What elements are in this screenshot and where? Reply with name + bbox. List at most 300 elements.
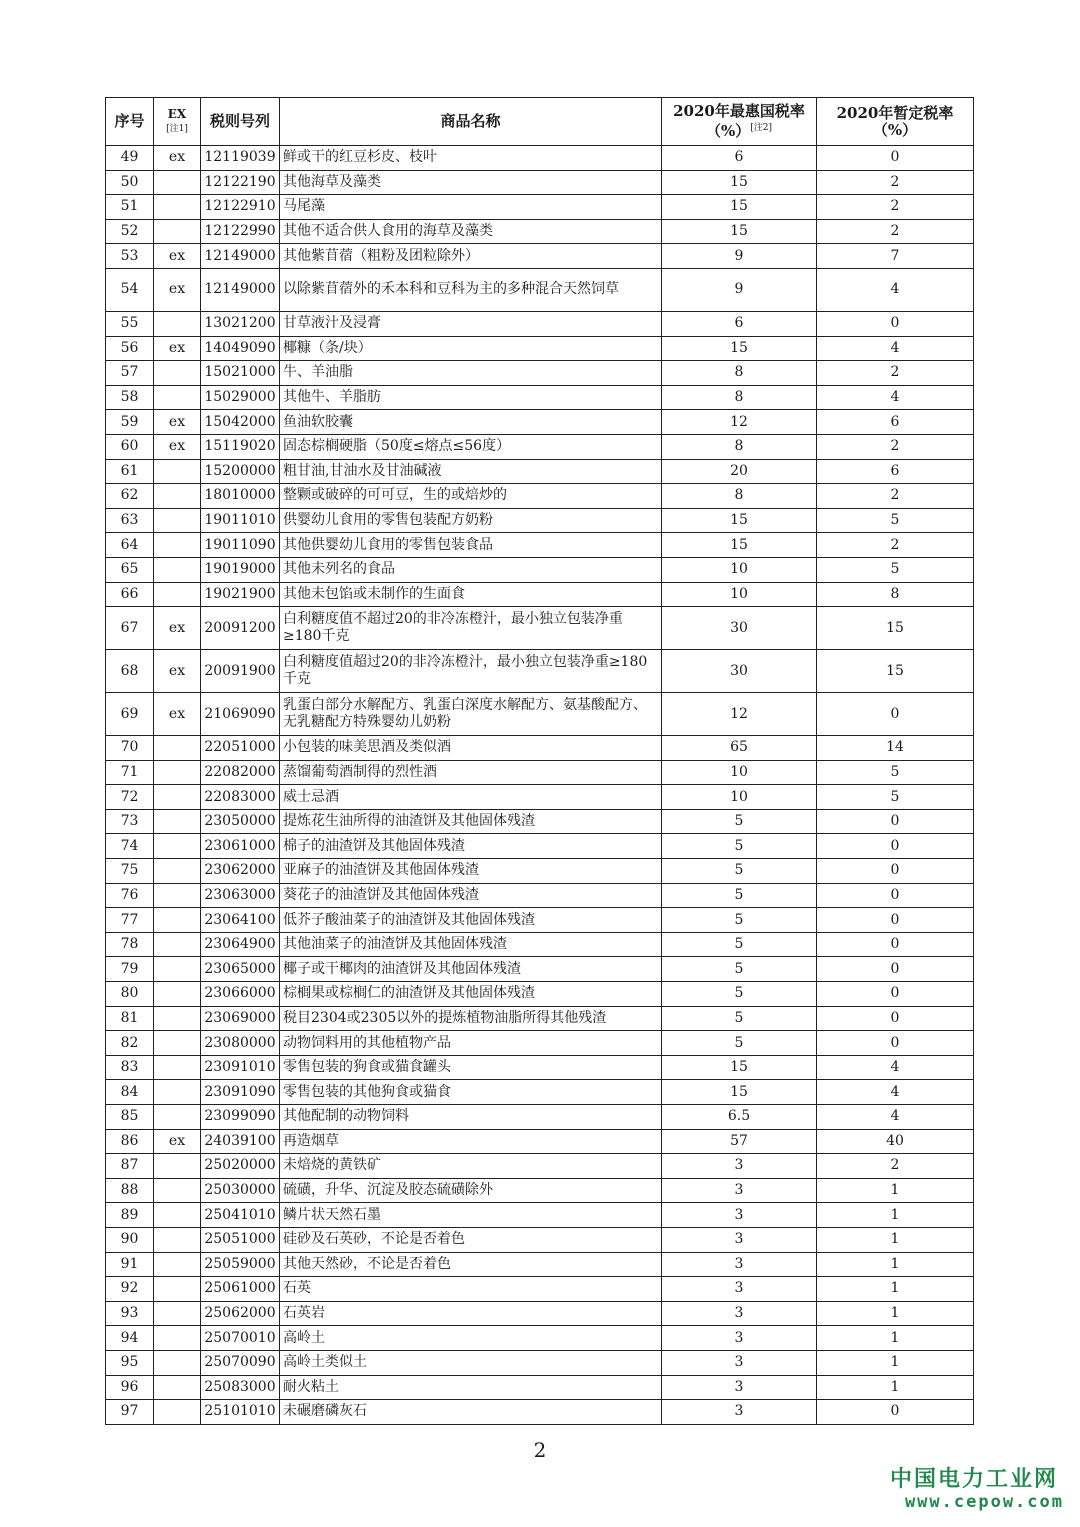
cell-code: 25083000 — [201, 1375, 280, 1400]
cell-seq: 70 — [106, 736, 154, 761]
table-row — [106, 146, 974, 171]
table-row — [106, 533, 974, 558]
cell-name: 硅砂及石英砂，不论是否着色 — [280, 1227, 662, 1252]
table-row — [106, 410, 974, 435]
table-row — [106, 195, 974, 220]
cell-seq: 63 — [106, 508, 154, 533]
cell-temp-rate: 2 — [817, 195, 974, 220]
cell-seq: 87 — [106, 1154, 154, 1179]
table-row — [106, 1203, 974, 1228]
cell-name: 提炼花生油所得的油渣饼及其他固体残渣 — [280, 809, 662, 834]
cell-code: 25062000 — [201, 1301, 280, 1326]
cell-seq: 84 — [106, 1080, 154, 1105]
table-row — [106, 1350, 974, 1375]
cell-mfn-rate: 15 — [662, 219, 817, 244]
header-code: 税则号列 — [201, 98, 280, 146]
cell-temp-rate: 2 — [817, 219, 974, 244]
cell-seq: 49 — [106, 146, 154, 171]
cell-mfn-rate: 5 — [662, 932, 817, 957]
cell-temp-rate: 2 — [817, 434, 974, 459]
cell-temp-rate: 40 — [817, 1129, 974, 1154]
cell-temp-rate: 0 — [817, 834, 974, 859]
table-row — [106, 607, 974, 650]
cell-seq: 67 — [106, 607, 154, 650]
cell-temp-rate: 0 — [817, 1006, 974, 1031]
table-row — [106, 883, 974, 908]
table-row — [106, 244, 974, 269]
cell-temp-rate: 2 — [817, 170, 974, 195]
cell-seq: 51 — [106, 195, 154, 220]
cell-seq: 88 — [106, 1178, 154, 1203]
cell-mfn-rate: 5 — [662, 957, 817, 982]
cell-mfn-rate: 3 — [662, 1252, 817, 1277]
table-row — [106, 834, 974, 859]
cell-mfn-rate: 5 — [662, 809, 817, 834]
cell-code: 25070090 — [201, 1350, 280, 1375]
table-row — [106, 1277, 974, 1302]
cell-code: 25059000 — [201, 1252, 280, 1277]
cell-name: 石英岩 — [280, 1301, 662, 1326]
cell-code: 25101010 — [201, 1400, 280, 1425]
cell-name: 固态棕榈硬脂（50度≤熔点≤56度） — [280, 434, 662, 459]
cell-mfn-rate: 12 — [662, 693, 817, 736]
cell-ex — [154, 1006, 201, 1031]
cell-mfn-rate: 6.5 — [662, 1105, 817, 1130]
cell-name: 威士忌酒 — [280, 785, 662, 810]
cell-seq: 60 — [106, 434, 154, 459]
table-row — [106, 459, 974, 484]
table-row — [106, 484, 974, 509]
cell-ex — [154, 1375, 201, 1400]
cell-code: 20091900 — [201, 650, 280, 693]
cell-mfn-rate: 3 — [662, 1400, 817, 1425]
cell-ex — [154, 809, 201, 834]
cell-ex — [154, 557, 201, 582]
cell-temp-rate: 5 — [817, 557, 974, 582]
cell-code: 23065000 — [201, 957, 280, 982]
cell-code: 22082000 — [201, 760, 280, 785]
table-row — [106, 1129, 974, 1154]
table-row — [106, 582, 974, 607]
cell-ex — [154, 1105, 201, 1130]
cell-code: 23066000 — [201, 982, 280, 1007]
cell-code: 25061000 — [201, 1277, 280, 1302]
cell-code: 23064100 — [201, 908, 280, 933]
cell-name: 白利糖度值不超过20的非冷冻橙汁，最小独立包装净重≥180千克 — [280, 607, 662, 650]
header-mfn-rate — [662, 98, 817, 146]
cell-temp-rate: 0 — [817, 146, 974, 171]
table-row — [106, 1326, 974, 1351]
cell-ex — [154, 908, 201, 933]
cell-ex — [154, 195, 201, 220]
cell-seq: 75 — [106, 859, 154, 884]
cell-temp-rate: 2 — [817, 484, 974, 509]
cell-seq: 77 — [106, 908, 154, 933]
cell-name: 石英 — [280, 1277, 662, 1302]
table-row — [106, 311, 974, 336]
table-row — [106, 1055, 974, 1080]
cell-temp-rate: 0 — [817, 982, 974, 1007]
cell-temp-rate: 1 — [817, 1375, 974, 1400]
table-row — [106, 982, 974, 1007]
cell-temp-rate: 1 — [817, 1252, 974, 1277]
cell-seq: 85 — [106, 1105, 154, 1130]
cell-seq: 61 — [106, 459, 154, 484]
cell-seq: 74 — [106, 834, 154, 859]
cell-mfn-rate: 5 — [662, 859, 817, 884]
cell-seq: 62 — [106, 484, 154, 509]
cell-code: 15119020 — [201, 434, 280, 459]
cell-seq: 82 — [106, 1031, 154, 1056]
cell-mfn-rate: 30 — [662, 650, 817, 693]
cell-ex — [154, 859, 201, 884]
cell-name: 其他紫苜蓿（粗粉及团粒除外） — [280, 244, 662, 269]
cell-mfn-rate: 6 — [662, 146, 817, 171]
table-row — [106, 1400, 974, 1425]
cell-name: 整颗或破碎的可可豆，生的或焙炒的 — [280, 484, 662, 509]
table-row — [106, 650, 974, 693]
cell-mfn-rate: 57 — [662, 1129, 817, 1154]
cell-mfn-rate: 8 — [662, 434, 817, 459]
cell-seq: 89 — [106, 1203, 154, 1228]
table-row — [106, 1227, 974, 1252]
cell-name: 鲜或干的红豆杉皮、枝叶 — [280, 146, 662, 171]
cell-seq: 83 — [106, 1055, 154, 1080]
cell-mfn-rate: 3 — [662, 1326, 817, 1351]
cell-ex — [154, 1080, 201, 1105]
cell-ex — [154, 760, 201, 785]
cell-mfn-rate: 6 — [662, 311, 817, 336]
header-temp-line2: （%） — [872, 120, 918, 139]
cell-code: 15029000 — [201, 385, 280, 410]
cell-code: 12122190 — [201, 170, 280, 195]
cell-mfn-rate: 5 — [662, 908, 817, 933]
cell-temp-rate: 4 — [817, 268, 974, 311]
cell-seq: 55 — [106, 311, 154, 336]
cell-temp-rate: 0 — [817, 1031, 974, 1056]
cell-mfn-rate: 15 — [662, 336, 817, 361]
table-row — [106, 760, 974, 785]
cell-name: 低芥子酸油菜子的油渣饼及其他固体残渣 — [280, 908, 662, 933]
cell-seq: 80 — [106, 982, 154, 1007]
cell-temp-rate: 0 — [817, 859, 974, 884]
cell-code: 21069090 — [201, 693, 280, 736]
cell-mfn-rate: 65 — [662, 736, 817, 761]
cell-code: 19011010 — [201, 508, 280, 533]
cell-seq: 97 — [106, 1400, 154, 1425]
cell-code: 15200000 — [201, 459, 280, 484]
cell-seq: 91 — [106, 1252, 154, 1277]
cell-code: 15042000 — [201, 410, 280, 435]
cell-seq: 57 — [106, 361, 154, 386]
cell-name: 高岭土类似土 — [280, 1350, 662, 1375]
cell-temp-rate: 15 — [817, 607, 974, 650]
header-seq: 序号 — [106, 98, 154, 146]
cell-ex: ex — [154, 410, 201, 435]
cell-mfn-rate: 3 — [662, 1301, 817, 1326]
header-temp-line1: 2020年暂定税率 — [836, 103, 954, 122]
cell-ex: ex — [154, 244, 201, 269]
cell-temp-rate: 0 — [817, 693, 974, 736]
cell-seq: 59 — [106, 410, 154, 435]
cell-code: 24039100 — [201, 1129, 280, 1154]
cell-temp-rate: 1 — [817, 1326, 974, 1351]
tariff-table — [105, 97, 974, 1425]
cell-code: 18010000 — [201, 484, 280, 509]
table-row — [106, 1154, 974, 1179]
table-row — [106, 932, 974, 957]
cell-code: 19011090 — [201, 533, 280, 558]
cell-ex — [154, 484, 201, 509]
cell-ex: ex — [154, 1129, 201, 1154]
cell-temp-rate: 4 — [817, 1055, 974, 1080]
header-temp-rate — [817, 98, 974, 146]
cell-ex — [154, 1227, 201, 1252]
cell-temp-rate: 0 — [817, 883, 974, 908]
cell-mfn-rate: 10 — [662, 582, 817, 607]
cell-code: 19021900 — [201, 582, 280, 607]
cell-code: 25020000 — [201, 1154, 280, 1179]
cell-ex — [154, 1178, 201, 1203]
cell-code: 13021200 — [201, 311, 280, 336]
table-row — [106, 859, 974, 884]
table-row — [106, 508, 974, 533]
cell-temp-rate: 1 — [817, 1277, 974, 1302]
cell-mfn-rate: 15 — [662, 533, 817, 558]
cell-name: 小包装的味美思酒及类似酒 — [280, 736, 662, 761]
cell-ex — [154, 736, 201, 761]
cell-ex: ex — [154, 607, 201, 650]
cell-name: 棉子的油渣饼及其他固体残渣 — [280, 834, 662, 859]
cell-ex — [154, 385, 201, 410]
cell-name: 椰糠（条/块） — [280, 336, 662, 361]
cell-mfn-rate: 20 — [662, 459, 817, 484]
cell-temp-rate: 0 — [817, 957, 974, 982]
cell-temp-rate: 0 — [817, 1400, 974, 1425]
cell-seq: 73 — [106, 809, 154, 834]
cell-mfn-rate: 3 — [662, 1154, 817, 1179]
cell-temp-rate: 7 — [817, 244, 974, 269]
cell-temp-rate: 4 — [817, 385, 974, 410]
page-number: 2 — [533, 1438, 547, 1462]
cell-seq: 71 — [106, 760, 154, 785]
cell-ex — [154, 1350, 201, 1375]
cell-seq: 78 — [106, 932, 154, 957]
table-row — [106, 336, 974, 361]
cell-ex: ex — [154, 693, 201, 736]
cell-name: 供婴幼儿食用的零售包装配方奶粉 — [280, 508, 662, 533]
cell-mfn-rate: 10 — [662, 785, 817, 810]
cell-name: 牛、羊油脂 — [280, 361, 662, 386]
cell-ex — [154, 1055, 201, 1080]
cell-name: 甘草液汁及浸膏 — [280, 311, 662, 336]
cell-mfn-rate: 15 — [662, 1055, 817, 1080]
cell-name: 其他牛、羊脂肪 — [280, 385, 662, 410]
cell-code: 23063000 — [201, 883, 280, 908]
cell-temp-rate: 2 — [817, 361, 974, 386]
cell-seq: 79 — [106, 957, 154, 982]
cell-temp-rate: 2 — [817, 533, 974, 558]
cell-name: 未碾磨磷灰石 — [280, 1400, 662, 1425]
cell-name: 硫磺，升华、沉淀及胶态硫磺除外 — [280, 1178, 662, 1203]
cell-mfn-rate: 15 — [662, 508, 817, 533]
cell-code: 12149000 — [201, 244, 280, 269]
cell-name: 鳞片状天然石墨 — [280, 1203, 662, 1228]
cell-seq: 65 — [106, 557, 154, 582]
watermark-url: www.cepow.com — [904, 1492, 1064, 1512]
cell-seq: 66 — [106, 582, 154, 607]
cell-ex — [154, 219, 201, 244]
cell-code: 23064900 — [201, 932, 280, 957]
cell-mfn-rate: 15 — [662, 170, 817, 195]
cell-name: 零售包装的其他狗食或猫食 — [280, 1080, 662, 1105]
cell-ex — [154, 311, 201, 336]
cell-code: 23069000 — [201, 1006, 280, 1031]
cell-name: 动物饲料用的其他植物产品 — [280, 1031, 662, 1056]
cell-ex: ex — [154, 336, 201, 361]
cell-mfn-rate: 8 — [662, 385, 817, 410]
cell-code: 12149000 — [201, 268, 280, 311]
cell-code: 14049090 — [201, 336, 280, 361]
cell-name: 耐火粘土 — [280, 1375, 662, 1400]
cell-mfn-rate: 3 — [662, 1277, 817, 1302]
cell-code: 25041010 — [201, 1203, 280, 1228]
cell-name: 亚麻子的油渣饼及其他固体残渣 — [280, 859, 662, 884]
cell-ex — [154, 508, 201, 533]
cell-seq: 56 — [106, 336, 154, 361]
table-row — [106, 434, 974, 459]
cell-name: 其他供婴幼儿食用的零售包装食品 — [280, 533, 662, 558]
cell-name: 以除紫苜蓿外的禾本科和豆科为主的多种混合天然饲草 — [280, 268, 662, 311]
cell-mfn-rate: 9 — [662, 268, 817, 311]
cell-mfn-rate: 15 — [662, 1080, 817, 1105]
cell-code: 23062000 — [201, 859, 280, 884]
table-row — [106, 1006, 974, 1031]
cell-temp-rate: 0 — [817, 809, 974, 834]
cell-code: 23091090 — [201, 1080, 280, 1105]
cell-seq: 94 — [106, 1326, 154, 1351]
table-row — [106, 385, 974, 410]
cell-name: 鱼油软胶囊 — [280, 410, 662, 435]
table-row — [106, 1105, 974, 1130]
cell-name: 其他未包馅或未制作的生面食 — [280, 582, 662, 607]
table-body — [106, 146, 974, 1425]
cell-seq: 86 — [106, 1129, 154, 1154]
table-row — [106, 1178, 974, 1203]
cell-mfn-rate: 12 — [662, 410, 817, 435]
cell-temp-rate: 2 — [817, 1154, 974, 1179]
cell-ex — [154, 1203, 201, 1228]
table-row — [106, 785, 974, 810]
cell-name: 税目2304或2305以外的提炼植物油脂所得其他残渣 — [280, 1006, 662, 1031]
table-row — [106, 1301, 974, 1326]
cell-mfn-rate: 3 — [662, 1227, 817, 1252]
cell-code: 12122990 — [201, 219, 280, 244]
cell-mfn-rate: 10 — [662, 760, 817, 785]
cell-name: 白利糖度值超过20的非冷冻橙汁，最小独立包装净重≥180千克 — [280, 650, 662, 693]
cell-mfn-rate: 3 — [662, 1375, 817, 1400]
cell-code: 25051000 — [201, 1227, 280, 1252]
cell-ex — [154, 1301, 201, 1326]
table-row — [106, 693, 974, 736]
cell-ex — [154, 1031, 201, 1056]
cell-ex — [154, 361, 201, 386]
cell-mfn-rate: 3 — [662, 1203, 817, 1228]
cell-name: 其他油菜子的油渣饼及其他固体残渣 — [280, 932, 662, 957]
cell-name: 乳蛋白部分水解配方、乳蛋白深度水解配方、氨基酸配方、无乳糖配方特殊婴幼儿奶粉 — [280, 693, 662, 736]
table-header-row — [106, 98, 974, 146]
cell-ex — [154, 1154, 201, 1179]
cell-mfn-rate: 15 — [662, 195, 817, 220]
header-ex-label: EX — [167, 106, 187, 121]
cell-mfn-rate: 3 — [662, 1178, 817, 1203]
cell-ex — [154, 582, 201, 607]
cell-code: 23050000 — [201, 809, 280, 834]
cell-ex: ex — [154, 146, 201, 171]
cell-ex — [154, 957, 201, 982]
cell-temp-rate: 4 — [817, 1080, 974, 1105]
cell-mfn-rate: 5 — [662, 834, 817, 859]
cell-mfn-rate: 5 — [662, 982, 817, 1007]
cell-code: 25070010 — [201, 1326, 280, 1351]
cell-ex — [154, 170, 201, 195]
table-row — [106, 170, 974, 195]
cell-ex — [154, 533, 201, 558]
cell-seq: 90 — [106, 1227, 154, 1252]
cell-seq: 68 — [106, 650, 154, 693]
cell-code: 12122910 — [201, 195, 280, 220]
cell-code: 15021000 — [201, 361, 280, 386]
cell-ex: ex — [154, 434, 201, 459]
cell-code: 23099090 — [201, 1105, 280, 1130]
cell-mfn-rate: 5 — [662, 1031, 817, 1056]
cell-name: 葵花子的油渣饼及其他固体残渣 — [280, 883, 662, 908]
cell-temp-rate: 1 — [817, 1178, 974, 1203]
table-row — [106, 557, 974, 582]
cell-name: 马尾藻 — [280, 195, 662, 220]
cell-code: 23080000 — [201, 1031, 280, 1056]
cell-name: 其他海草及藻类 — [280, 170, 662, 195]
cell-temp-rate: 5 — [817, 785, 974, 810]
cell-mfn-rate: 8 — [662, 361, 817, 386]
cell-temp-rate: 5 — [817, 508, 974, 533]
cell-temp-rate: 0 — [817, 908, 974, 933]
cell-name: 椰子或干椰肉的油渣饼及其他固体残渣 — [280, 957, 662, 982]
cell-code: 23091010 — [201, 1055, 280, 1080]
header-ex-note: [注1] — [166, 123, 188, 134]
cell-temp-rate: 15 — [817, 650, 974, 693]
header-name: 商品名称 — [280, 98, 662, 146]
cell-temp-rate: 1 — [817, 1203, 974, 1228]
cell-ex — [154, 785, 201, 810]
cell-name: 再造烟草 — [280, 1129, 662, 1154]
cell-name: 粗甘油,甘油水及甘油碱液 — [280, 459, 662, 484]
cell-mfn-rate: 10 — [662, 557, 817, 582]
table-row — [106, 1080, 974, 1105]
cell-mfn-rate: 5 — [662, 1006, 817, 1031]
table-row — [106, 219, 974, 244]
table-row — [106, 268, 974, 311]
cell-code: 20091200 — [201, 607, 280, 650]
cell-temp-rate: 1 — [817, 1227, 974, 1252]
cell-temp-rate: 6 — [817, 410, 974, 435]
cell-ex — [154, 1400, 201, 1425]
cell-name: 棕榈果或棕榈仁的油渣饼及其他固体残渣 — [280, 982, 662, 1007]
cell-name: 未焙烧的黄铁矿 — [280, 1154, 662, 1179]
cell-ex — [154, 834, 201, 859]
cell-temp-rate: 8 — [817, 582, 974, 607]
table-row — [106, 361, 974, 386]
